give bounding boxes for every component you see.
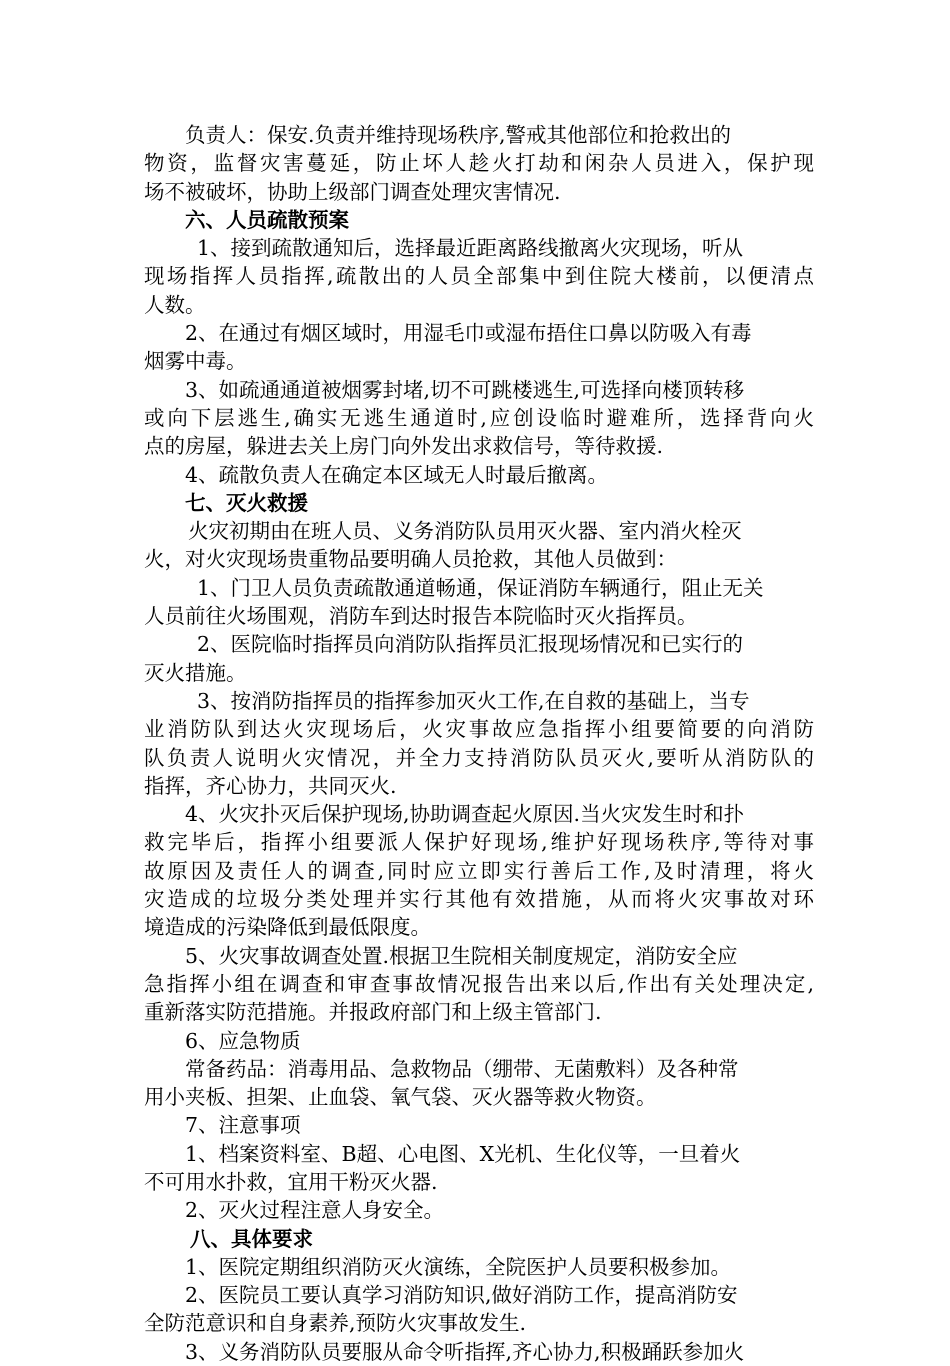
paragraph-line: 人数。 <box>144 292 206 317</box>
paragraph-line: 场不被破坏，协助上级部门调查处理灾害情况. <box>144 179 561 204</box>
paragraph-line: 人员前往火场围观，消防车到达时报告本院临时灭火指挥员。 <box>144 604 698 629</box>
paragraph-line: 指挥，齐心协力，共同灭火. <box>144 773 397 798</box>
paragraph-line: 常备药品：消毒用品、急救物品（绷带、无菌敷料）及各种常 <box>185 1056 739 1081</box>
paragraph-line: 6、应急物质 <box>185 1028 301 1053</box>
section-heading: 八、具体要求 <box>190 1226 313 1251</box>
paragraph-line: 2、在通过有烟区域时，用湿毛巾或湿布捂住口鼻以防吸入有毒 <box>185 321 752 346</box>
paragraph-line: 灭火措施。 <box>144 660 247 685</box>
section-heading: 六、人员疏散预案 <box>185 207 349 232</box>
paragraph-line: 3、如疏通通道被烟雾封堵,切不可跳楼逃生,可选择向楼顶转移 <box>185 377 745 402</box>
paragraph-line: 救完毕后，指挥小组要派人保护好现场,维护好现场秩序,等待对事 <box>144 830 814 855</box>
paragraph-line: 火灾初期由在班人员、义务消防队员用灭火器、室内消火栓灭 <box>188 519 742 544</box>
paragraph-line: 3、按消防指挥员的指挥参加灭火工作,在自救的基础上，当专 <box>197 688 750 713</box>
paragraph-line: 2、灭火过程注意人身安全。 <box>185 1198 445 1223</box>
paragraph-line: 队负责人说明火灾情况，并全力支持消防队员灭火,要听从消防队的 <box>144 745 814 770</box>
paragraph-line: 重新落实防范措施。并报政府部门和上级主管部门. <box>144 1000 602 1025</box>
paragraph-line: 境造成的污染降低到最低限度。 <box>144 915 431 940</box>
paragraph-line: 现场指挥人员指挥,疏散出的人员全部集中到住院大楼前，以便清点 <box>144 264 814 289</box>
paragraph-line: 或向下层逃生,确实无逃生通道时,应创设临时避难所，选择背向火 <box>144 405 814 430</box>
paragraph-line: 故原因及责任人的调查,同时应立即实行善后工作,及时清理，将火 <box>144 858 814 883</box>
paragraph-line: 4、火灾扑灭后保护现场,协助调查起火原因.当火灾发生时和扑 <box>185 802 745 827</box>
section-heading: 七、灭火救援 <box>185 490 308 515</box>
paragraph-line: 点的房屋，躲进去关上房门向外发出求救信号，等待救援. <box>144 434 664 459</box>
paragraph-line: 5、火灾事故调查处置.根据卫生院相关制度规定，消防安全应 <box>185 943 738 968</box>
paragraph-line: 3、义务消防队员要服从命令听指挥,齐心协力,积极踊跃参加火 <box>185 1339 745 1364</box>
paragraph-line: 2、医院临时指挥员向消防队指挥员汇报现场情况和已实行的 <box>197 632 744 657</box>
paragraph-line: 物资，监督灾害蔓延，防止坏人趁火打劫和闲杂人员进入，保护现 <box>144 151 814 176</box>
paragraph-line: 2、医院员工要认真学习消防知识,做好消防工作，提高消防安 <box>185 1283 738 1308</box>
paragraph-line: 7、注意事项 <box>185 1113 301 1138</box>
paragraph-line: 负责人：保安.负责并维持现场秩序,警戒其他部位和抢救出的 <box>185 123 732 147</box>
paragraph-line: 急指挥小组在调查和审查事故情况报告出来以后,作出有关处理决定, <box>144 971 814 996</box>
paragraph-line: 烟雾中毒。 <box>144 349 247 374</box>
paragraph-line: 灾造成的垃圾分类处理并实行其他有效措施，从而将火灾事故对环 <box>144 887 814 912</box>
paragraph-line: 1、档案资料室、B超、心电图、X光机、生化仪等，一旦着火 <box>185 1141 741 1166</box>
paragraph-line: 1、门卫人员负责疏散通道畅通，保证消防车辆通行，阻止无关 <box>197 575 764 600</box>
paragraph-line: 全防范意识和自身素养,预防火灾事故发生. <box>144 1311 527 1336</box>
paragraph-line: 4、疏散负责人在确定本区域无人时最后撤离。 <box>185 462 609 487</box>
document-page <box>144 121 814 1366</box>
paragraph-line: 火，对火灾现场贵重物品要明确人员抢救，其他人员做到： <box>144 547 677 572</box>
paragraph-line: 用小夹板、担架、止血袋、氧气袋、灭火器等救火物资。 <box>144 1085 657 1110</box>
paragraph-line: 业消防队到达火灾现场后，火灾事故应急指挥小组要简要的向消防 <box>144 717 814 742</box>
paragraph-line: 不可用水扑救，宜用干粉灭火器. <box>144 1169 438 1194</box>
paragraph-line: 1、医院定期组织消防灭火演练，全院医护人员要积极参加。 <box>185 1254 732 1279</box>
paragraph-line: 1、接到疏散通知后，选择最近距离路线撤离火灾现场，听从 <box>197 236 744 261</box>
